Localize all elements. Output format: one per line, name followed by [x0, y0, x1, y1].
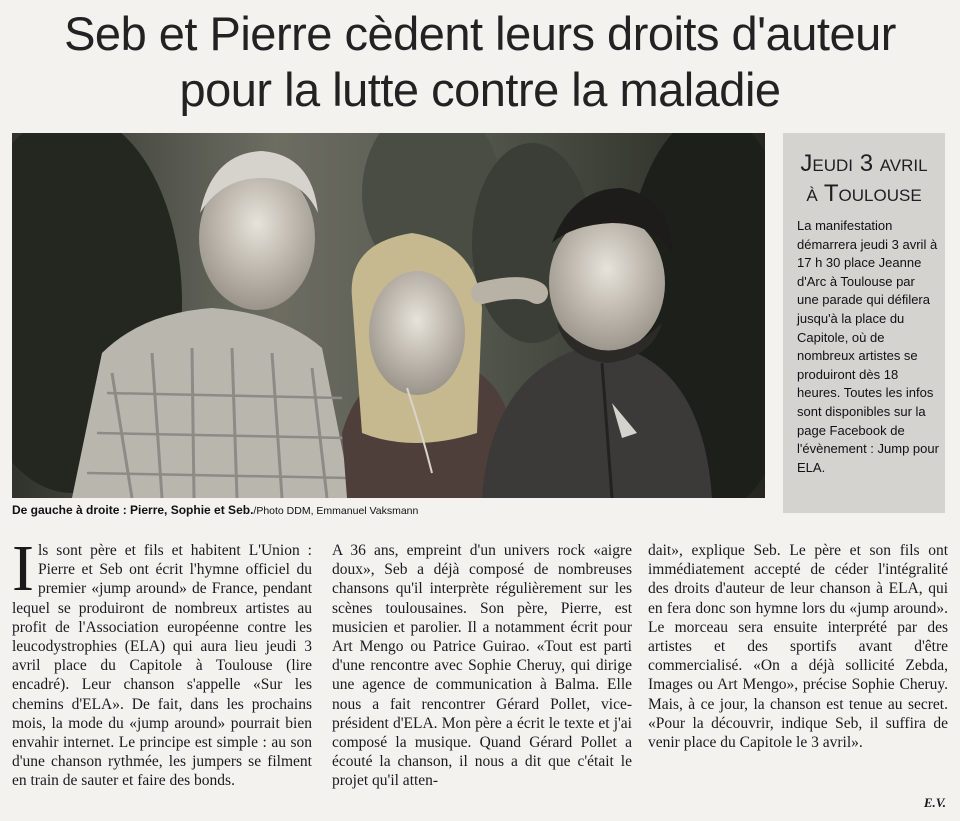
article-column-3	[648, 541, 948, 752]
drop-cap: I	[12, 532, 34, 605]
sidebar-title-line-1: Jeudi 3 avril	[800, 150, 928, 177]
headline	[0, 6, 960, 118]
photo-caption	[12, 503, 772, 517]
caption-lead: De gauche à droite : Pierre, Sophie et Seb.	[12, 503, 254, 517]
column-1-text: ls sont père et fils et habitent L'Union : Pierre et Seb ont écrit l'hymne officiel du premier «jump around» de France, pendant lequel se produiront de nombreux artistes au profit de l'Association européenne contre les leucodystrophies (ELA) qui aura lieu jeudi 3 avril place du Capitole à Toulouse (lire encadré). Leur chanson s'appelle «Sur les chemins d'ELA». De fait, dans les prochains mois, la mode du «jump around» pourrait bien envahir internet. Le principe est simple : au son d'une chanson rythmée, les jumpers se filment en train de sauter et faire des bonds.	[12, 542, 312, 790]
article-photo	[12, 133, 765, 498]
column-2-text: A 36 ans, empreint d'un univers rock «aigre doux», Seb a déjà composé de nombreuses chansons qu'il interprète régulièrement sur les scènes toulousaines. Son père, Pierre, est musicien et parolier. Il a notamment écrit pour Art Mengo ou Patrice Guirao. «Tout est parti d'une rencontre avec Sophie Cheruy, qui dirige une agence de communication à Balma. Elle nous a fait rencontrer Gérard Pollet, vice-président d'ELA. Mon père a écrit le texte et j'ai composé la musique. Quand Gérard Pollet a écouté la chanson, il nous a dit que c'était le projet qu'il atten-	[332, 542, 632, 790]
photo-three-people-image	[12, 133, 765, 498]
headline-line-1: Seb et Pierre cèdent leurs droits d'auteur	[64, 7, 896, 60]
photo-credit: /Photo DDM, Emmanuel Vaksmann	[253, 505, 419, 517]
author-signature: E.V.	[923, 795, 946, 810]
sidebar-body: La manifestation démarrera jeudi 3 avril à 17 h 30 place Jeanne d'Arc à Toulouse par une parade qui défilera jusqu'à la place du Capitole, où de nombreux artistes se produiront dès 18 heures. Toutes les infos sont disponibles sur la page Facebook de l'évènement : Jump pour ELA.	[797, 218, 939, 475]
sidebar-title-line-2: à Toulouse	[806, 180, 922, 207]
article-column-1	[12, 532, 312, 791]
headline-line-2: pour la lutte contre la maladie	[179, 63, 781, 116]
column-3-text: dait», explique Seb. Le père et son fils ont immédiatement accepté de céder l'intégralité des droits d'auteur de leur chanson à ELA, qui en fera donc son hymne lors du «jump around». Le morceau sera ensuite interprété par des artistes et des sportifs avant d'être commercialisé. «On a déjà sollicité Zebda, Images ou Art Mengo», précise Sophie Cheruy. Mais, à ce jour, la chanson est tenue au secret. «Pour la découvrir, indique Seb, il suffira de venir place du Capitole le 3 avril».	[648, 542, 948, 752]
sidebar-box	[783, 133, 945, 513]
article-column-2	[332, 541, 632, 791]
sidebar-title	[783, 149, 945, 209]
